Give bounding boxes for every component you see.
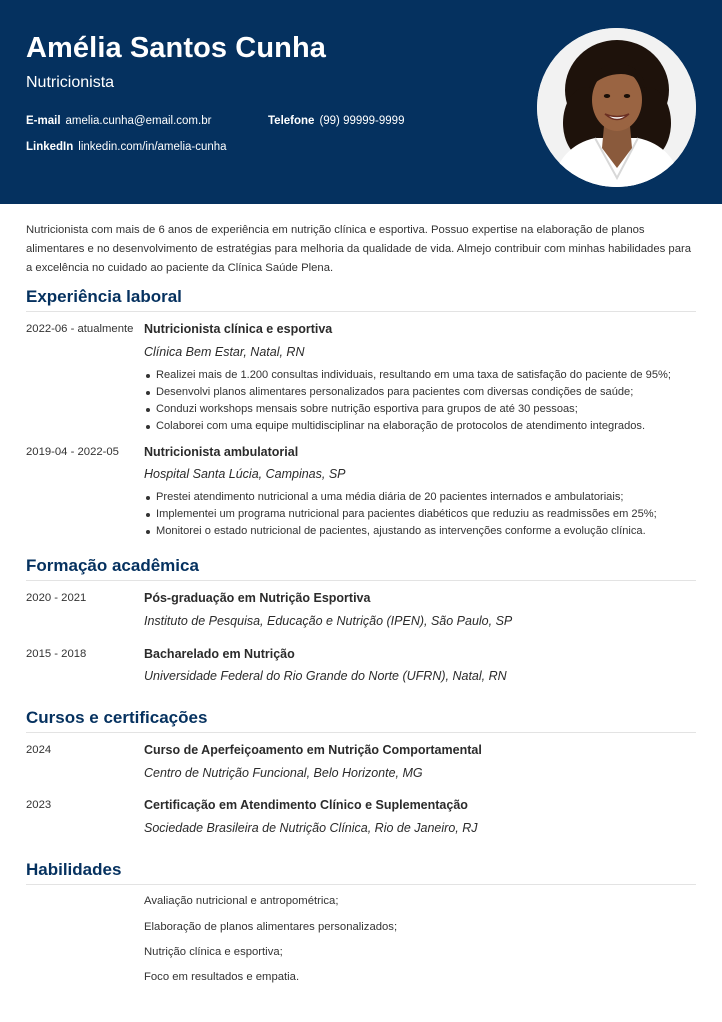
portrait-illustration: [537, 28, 696, 187]
education-1-date: 2020 - 2021: [26, 592, 87, 604]
course-1-date: 2024: [26, 744, 52, 756]
resume-header: [0, 0, 722, 204]
education-2-institution: Universidade Federal do Rio Grande do Norte (UFRN), Natal, RN: [144, 669, 507, 683]
section-title-experience: Experiência laboral: [26, 287, 182, 306]
course-2-title: Certificação em Atendimento Clínico e Suplementação: [144, 798, 468, 812]
course-2-provider: Sociedade Brasileira de Nutrição Clínica, Rio de Janeiro, RJ: [144, 821, 478, 835]
profile-photo: [537, 28, 696, 187]
experience-2-title: Nutricionista ambulatorial: [144, 445, 299, 459]
education-1-degree: Pós-graduação em Nutrição Esportiva: [144, 591, 371, 605]
email-value[interactable]: amelia.cunha@email.com.br: [65, 115, 212, 127]
experience-2-date: 2019-04 - 2022-05: [26, 446, 119, 458]
course-1-title: Curso de Aperfeiçoamento em Nutrição Comportamental: [144, 743, 482, 757]
experience-2-employer: Hospital Santa Lúcia, Campinas, SP: [144, 467, 346, 481]
list-item: Desenvolvi planos alimentares personalizados para pacientes com diversas condições de saúde;: [144, 384, 696, 401]
section-title-skills: Habilidades: [26, 860, 122, 879]
education-2-degree: Bacharelado em Nutrição: [144, 647, 295, 661]
course-1-provider: Centro de Nutrição Funcional, Belo Horizonte, MG: [144, 766, 423, 780]
skill-item: Foco em resultados e empatia.: [144, 971, 300, 983]
list-item: Colaborei com uma equipe multidisciplinar na elaboração de protocolos de atendimento integrados.: [144, 418, 696, 435]
list-item: Realizei mais de 1.200 consultas individuais, resultando em uma taxa de satisfação do paciente de 95%;: [144, 367, 696, 384]
section-divider: [26, 732, 696, 733]
section-title-education: Formação acadêmica: [26, 556, 199, 575]
candidate-role: Nutricionista: [26, 74, 115, 91]
linkedin-value[interactable]: linkedin.com/in/amelia-cunha: [78, 141, 227, 153]
experience-1-employer: Clínica Bem Estar, Natal, RN: [144, 345, 305, 359]
professional-summary: Nutricionista com mais de 6 anos de experiência em nutrição clínica e esportiva. Possuo expertise na elaboração de planos alimentares e no desenvolvimento de estratégias para melhoria da qualidade de vida. Almejo contribuir com minhas habilidades para a excelência no cuidado ao paciente da Clínica Saúde Plena.: [26, 224, 692, 274]
experience-1-title: Nutricionista clínica e esportiva: [144, 322, 333, 336]
section-divider: [26, 580, 696, 581]
course-2-date: 2023: [26, 799, 52, 811]
education-1-institution: Instituto de Pesquisa, Educação e Nutrição (IPEN), São Paulo, SP: [144, 614, 513, 628]
list-item: Conduzi workshops mensais sobre nutrição esportiva para grupos de até 30 pessoas;: [144, 401, 696, 418]
candidate-name: Amélia Santos Cunha: [26, 32, 327, 64]
skill-item: Avaliação nutricional e antropométrica;: [144, 895, 339, 907]
list-item: Implementei um programa nutricional para pacientes diabéticos que reduziu as readmissões em 25%;: [144, 506, 696, 523]
email-label: E-mail: [26, 115, 61, 127]
skill-item: Nutrição clínica e esportiva;: [144, 946, 283, 958]
section-divider: [26, 884, 696, 885]
section-title-courses: Cursos e certificações: [26, 708, 208, 727]
experience-2-bullets: [144, 489, 696, 540]
phone-value: (99) 99999-9999: [319, 115, 405, 127]
contact-phone: [268, 115, 404, 127]
education-2-date: 2015 - 2018: [26, 648, 87, 660]
contact-email: [26, 115, 211, 127]
linkedin-label: LinkedIn: [26, 141, 74, 153]
experience-1-date: 2022-06 - atualmente: [26, 323, 134, 335]
list-item: Monitorei o estado nutricional de pacientes, ajustando as intervenções conforme a evolução clínica.: [144, 523, 696, 540]
list-item: Prestei atendimento nutricional a uma média diária de 20 pacientes internados e ambulatoriais;: [144, 489, 696, 506]
contact-linkedin: [26, 141, 227, 153]
experience-1-bullets: [144, 367, 696, 435]
phone-label: Telefone: [268, 115, 315, 127]
skill-item: Elaboração de planos alimentares personalizados;: [144, 921, 398, 933]
section-divider: [26, 311, 696, 312]
